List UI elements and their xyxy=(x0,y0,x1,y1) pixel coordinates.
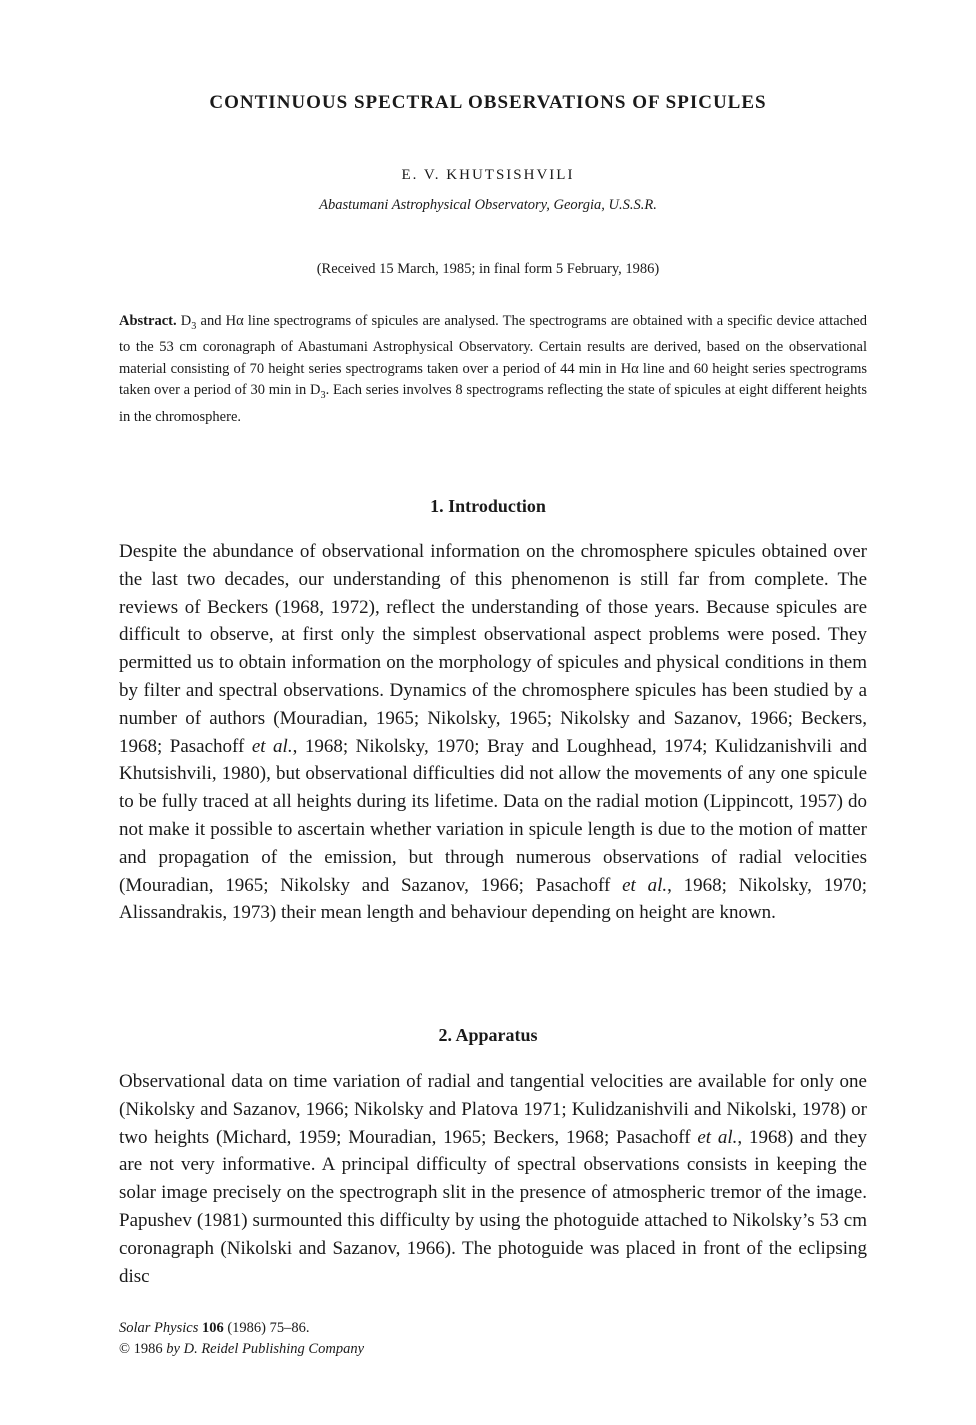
abstract-d3-subscript: 3 xyxy=(191,320,197,332)
intro-etal-1: et al. xyxy=(251,735,293,757)
intro-text-a: Despite the abundance of observational information on the chromosphere spicules obtained over the last two decades, our understanding of this phenomenon is still far from complete. The reviews of Beckers (1968, 1972), reflect the understanding of those years. Because spicules are difficult to observe, at first only the simplest observational aspect problems were posed. They permitted us to obtain information on the morphology of spicules and physical conditions in them by filter and spectral observations. Dynamics of the chromosphere spicules has been studied by a number of authors (Mouradian, 1965; Nikolsky, 1965; Nikolsky and Sazanov, 1966; Beckers, 1968; Pasachoff xyxy=(119,541,867,757)
intro-etal-2: et al. xyxy=(622,874,668,896)
section-heading-introduction: 1. Introduction xyxy=(430,496,546,516)
apparatus-text-a: Observational data on time variation of radial and tangential velocities are available for only one (Nikolsky and Sazanov, 1966; Nikolsky and Platova 1971; Kulidzanishvili and Nikolski, 1978) or two heights (Michard, 1959; Mouradian, 1965; Beckers, 1968; Pasachoff xyxy=(119,1071,867,1148)
paper-title: CONTINUOUS SPECTRAL OBSERVATIONS OF SPICULES xyxy=(209,92,767,113)
abstract xyxy=(119,311,867,428)
introduction-paragraph xyxy=(119,538,867,927)
author-affiliation: Abastumani Astrophysical Observatory, Georgia, U.S.S.R. xyxy=(319,197,657,213)
intro-text-b: , 1968; Nikolsky, 1970; Bray and Loughhead, 1974; Kulidzanishvili and Khutsishvili, 1980), but observational difficulties did not allow the movements of any one spicule to be fully traced at all heights during its lifetime. Data on the radial motion (Lippincott, 1957) do not make it possible to ascertain whether variation in spicule length is due to the motion of matter and propagation of the emission, but through numerous observations of radial velocities (Mouradian, 1965; Nikolsky and Sazanov, 1966; Pasachoff xyxy=(119,735,867,896)
abstract-text-part2: . Each series involves 8 spectrograms reflecting the state of spicules at eight different heights in the chromosphere. xyxy=(119,382,868,425)
apparatus-text-b: , 1968) and they are not very informative. A principal difficulty of spectral observations consists in keeping the solar image precisely on the spectrograph slit in the presence of atmospheric tremor of the image. Papushev (1981) surmounted this difficulty by using the photoguide attached to Nikolsky’s 53 cm coronagraph (Nikolski and Sazanov, 1966). The photoguide was placed in front of the eclipsing disc xyxy=(119,1126,867,1287)
apparatus-etal-1: et al. xyxy=(697,1126,738,1148)
received-dates: (Received 15 March, 1985; in final form 5 February, 1986) xyxy=(316,261,660,277)
section-heading-apparatus: 2. Apparatus xyxy=(438,1025,538,1045)
abstract-d3-symbol: D xyxy=(180,313,192,329)
intro-text-c: , 1968; Nikolsky, 1970; Alissandrakis, 1973) their mean length and behaviour depending on height are known. xyxy=(119,874,867,924)
journal-citation xyxy=(119,1318,364,1339)
journal-name: Solar Physics xyxy=(119,1320,199,1336)
journal-volume: 106 xyxy=(201,1320,224,1336)
copyright-line xyxy=(119,1339,364,1360)
journal-pages: (1986) 75–86. xyxy=(223,1320,310,1336)
author-name: E. V. KHUTSISHVILI xyxy=(401,167,575,183)
abstract-d3-subscript-end: 3 xyxy=(320,390,326,402)
copyright-year: 1986 xyxy=(133,1341,163,1357)
publisher: by D. Reidel Publishing Company xyxy=(162,1341,365,1357)
apparatus-paragraph xyxy=(119,1068,867,1290)
copyright-symbol: © xyxy=(119,1341,134,1357)
citation-footer xyxy=(119,1318,364,1360)
abstract-label: Abstract. xyxy=(119,313,177,329)
abstract-text-part1: and Hα line spectrograms of spicules are analysed. The spectrograms are obtained with a specific device attached to the 53 cm coronagraph of Abastumani Astrophysical Observatory. Certain results are derived, based on the observational material consisting of 70 height series spectrograms taken over a period of 44 min in Hα line and 60 height series spectrograms taken over a period of 30 min in D xyxy=(119,313,867,399)
